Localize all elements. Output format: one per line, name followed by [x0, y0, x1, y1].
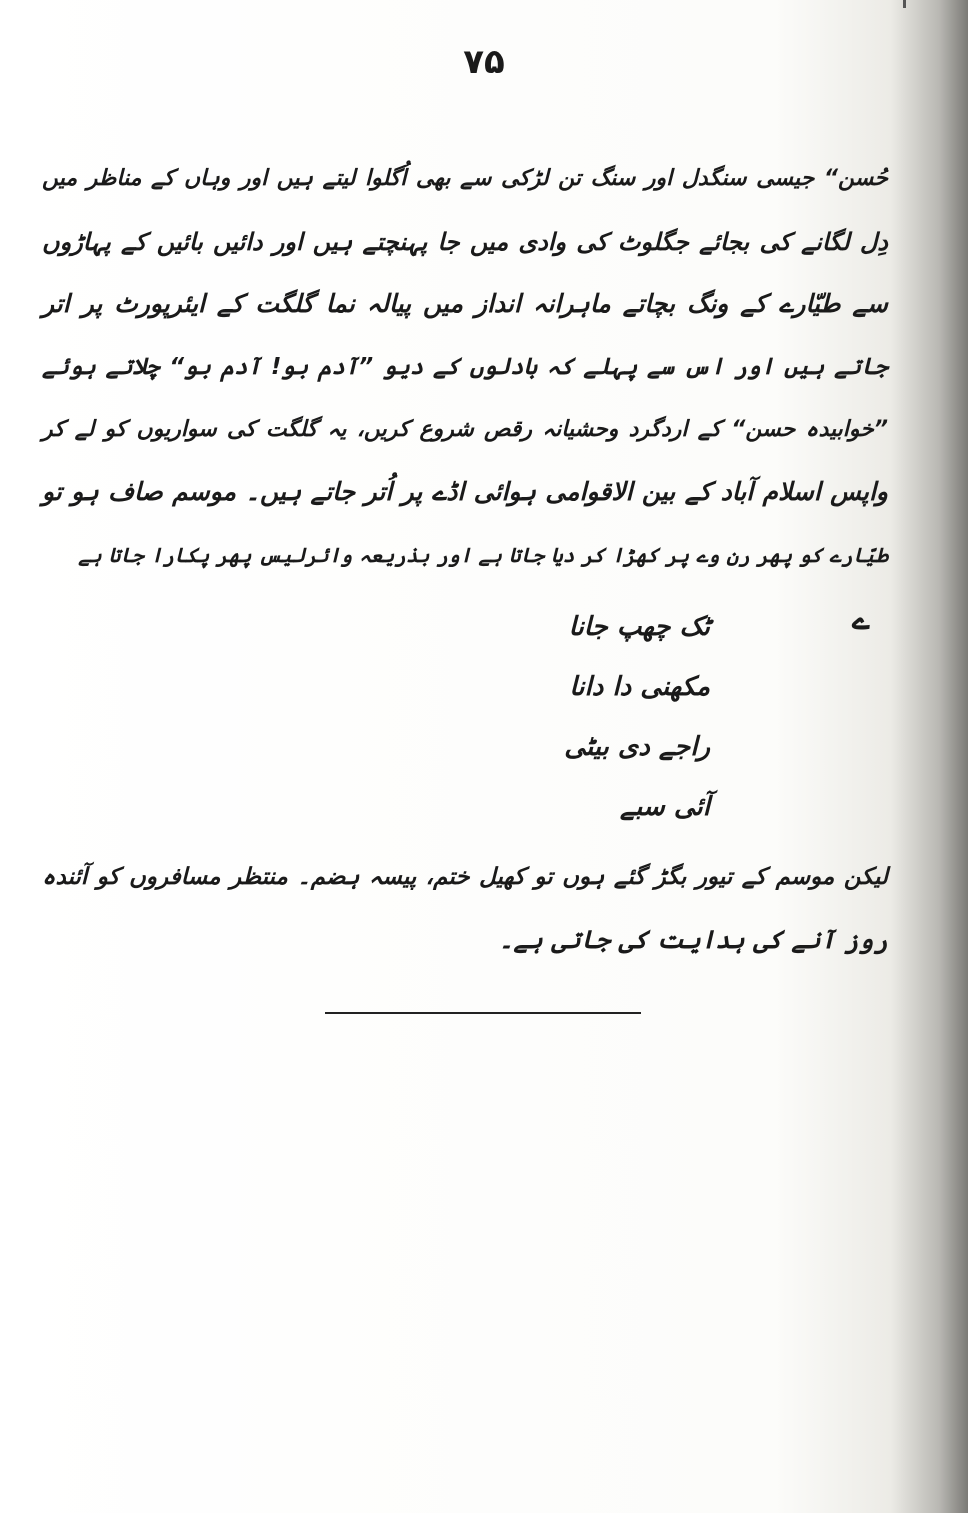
paragraph-line: دِل لگانے کی بجائے جگلوٹ کی وادی میں جا پہنچتے ہیں اور دائیں بائیں کے پہاڑوں	[42, 227, 888, 256]
verse-line: راجے دی بیٹی	[564, 732, 710, 762]
paragraph-line: واپس اسلام آباد کے بین الاقوامی ہوائی اڈے پر اُتر جاتے ہیں۔ موسم صاف ہو تو	[42, 477, 888, 507]
paragraph-line: حُسن“ جیسی سنگدل اور سنگ تن لڑکی سے بھی اُگلوا لیتے ہیں اور وہاں کے مناظر میں	[42, 166, 888, 191]
paragraph-line: جاتے ہیں اور اس سے پہلے کہ بادلوں کے دیو ”آدم بو! آدم بو“ چلاتے ہوئے	[42, 354, 888, 381]
paragraph-line: سے طیّارے کے ونگ بچاتے ماہرانہ انداز میں پیالہ نما گلگت کے ایئرپورٹ پر اتر	[42, 289, 888, 319]
verse-line: ٹک چھپ جانا	[568, 612, 710, 642]
edge-mark	[903, 0, 906, 8]
paragraph-1	[42, 148, 888, 587]
paragraph-line: طیّارے کو پھر رن وے پر کھڑا کر دیا جاتا ہے اور بذریعہ وائرلیس پھر پکارا جاتا ہے	[78, 543, 888, 568]
paragraph-line: ”خوابیدہ حسن“ کے اردگرد وحشیانہ رقص شروع کریں، یہ گلگت کی سواریوں کو لے کر	[42, 416, 888, 442]
paragraph-line: روز آنے کی ہدایت کی جاتی ہے۔	[498, 924, 888, 954]
verse-line: آئی سبے	[619, 792, 710, 822]
section-divider	[325, 1012, 641, 1014]
paragraph-line: لیکن موسم کے تیور بگڑ گئے ہوں تو کھیل ختم، پیسہ ہضم۔ منتظر مسافروں کو آئندہ	[42, 864, 888, 890]
paragraph-2	[42, 846, 888, 971]
page-number: ۷۵	[463, 42, 505, 82]
verse-line: مکھنی دا دانا	[569, 672, 710, 702]
verse-dash: ے	[852, 602, 870, 637]
